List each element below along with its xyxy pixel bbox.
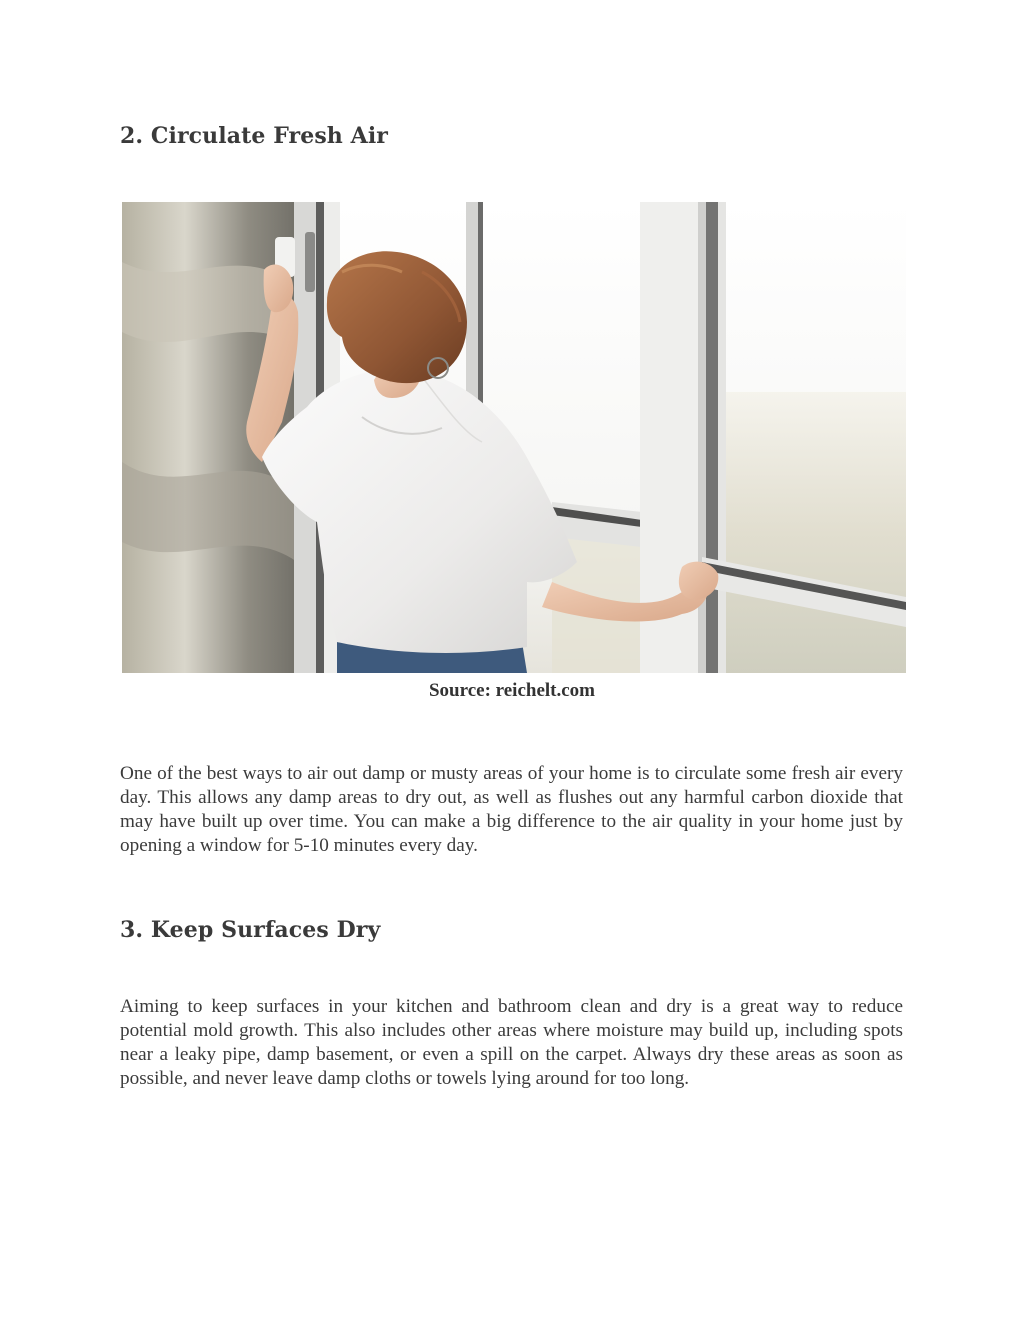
section-heading-keep-surfaces-dry: 3. Keep Surfaces Dry [120, 917, 381, 943]
paragraph-circulate-fresh-air: One of the best ways to air out damp or musty areas of your home is to circulate some fresh air every day. This allows any damp areas to dry out, as well as flushes out any harmful carbon dioxide that may have built up over time. You can make a big difference to the air quality in your home just by opening a window for 5-10 minutes every day. [120, 763, 903, 856]
window-photo-illustration [122, 202, 906, 673]
image-caption: Source: reichelt.com [428, 680, 596, 701]
section-heading-circulate-fresh-air: 2. Circulate Fresh Air [120, 123, 388, 149]
photo-woman-opening-window [122, 202, 906, 673]
paragraph-keep-surfaces-dry: Aiming to keep surfaces in your kitchen and bathroom clean and dry is a great way to reduce potential mold growth. This also includes other areas where moisture may build up, including spots near a leaky pipe, damp basement, or even a spill on the carpet. Always dry these areas as soon as possible, and never leave damp cloths or towels lying around for too long. [120, 996, 903, 1089]
